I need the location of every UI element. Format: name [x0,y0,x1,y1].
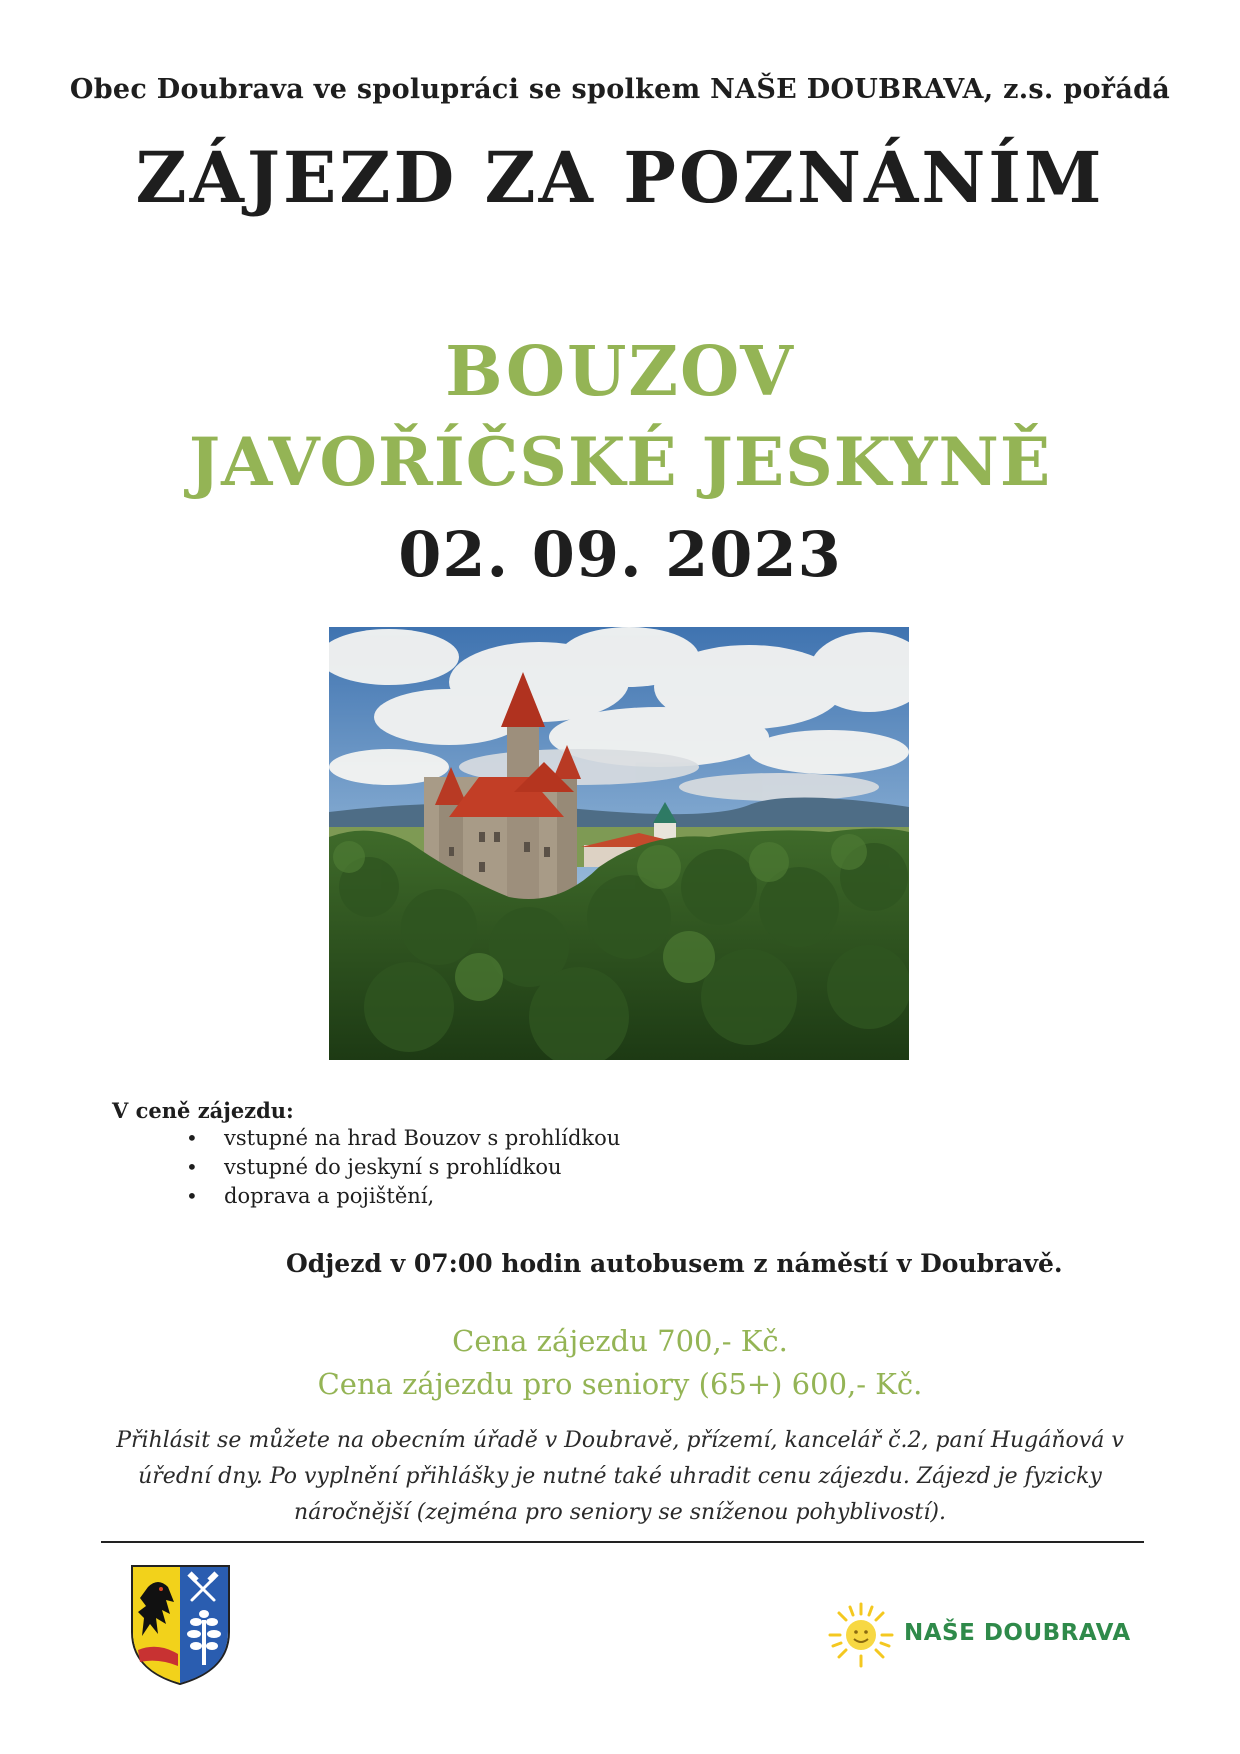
price-regular: Cena zájezdu 700,- Kč. [452,1324,788,1358]
included-heading: V ceně zájezdu: [112,1098,294,1123]
list-item: • vstupné do jeskyní s prohlídkou [186,1153,620,1182]
destination-bouzov: BOUZOV [445,332,795,412]
price-seniors: Cena zájezdu pro seniory (65+) 600,- Kč. [317,1367,923,1401]
divider [101,1541,1144,1543]
intro-line: Obec Doubrava ve spolupráci se spolkem NAŠE DOUBRAVA, z.s. pořádá [69,74,1171,105]
logo-text: NAŠE DOUBRAVA [904,1620,1131,1646]
sun-icon [826,1600,896,1670]
included-list [186,1124,620,1211]
registration-note: Přihlásit se můžete na obecním úřadě v Doubravě, přízemí, kancelář č.2, paní Hugáňová v úřední dny. Po vyplnění přihlášky je nutné také uhradit cenu zájezdu. Zájezd je fyzicky náročnější (zejména pro seniory se sníženou pohyblivostí). [116,1428,1124,1525]
castle-photo [329,627,909,1060]
list-item: • vstupné na hrad Bouzov s prohlídkou [186,1124,620,1153]
departure-info: Odjezd v 07:00 hodin autobusem z náměstí v Doubravě. [286,1249,1063,1278]
list-item: • doprava a pojištění, [186,1182,620,1211]
event-date: 02. 09. 2023 [398,518,842,591]
destination-caves: JAVOŘÍČSKÉ JESKYNĚ [188,423,1052,501]
page-title: ZÁJEZD ZA POZNÁNÍM [135,136,1105,219]
municipal-crest-icon [128,1562,233,1688]
nase-doubrava-logo [826,1600,1136,1670]
